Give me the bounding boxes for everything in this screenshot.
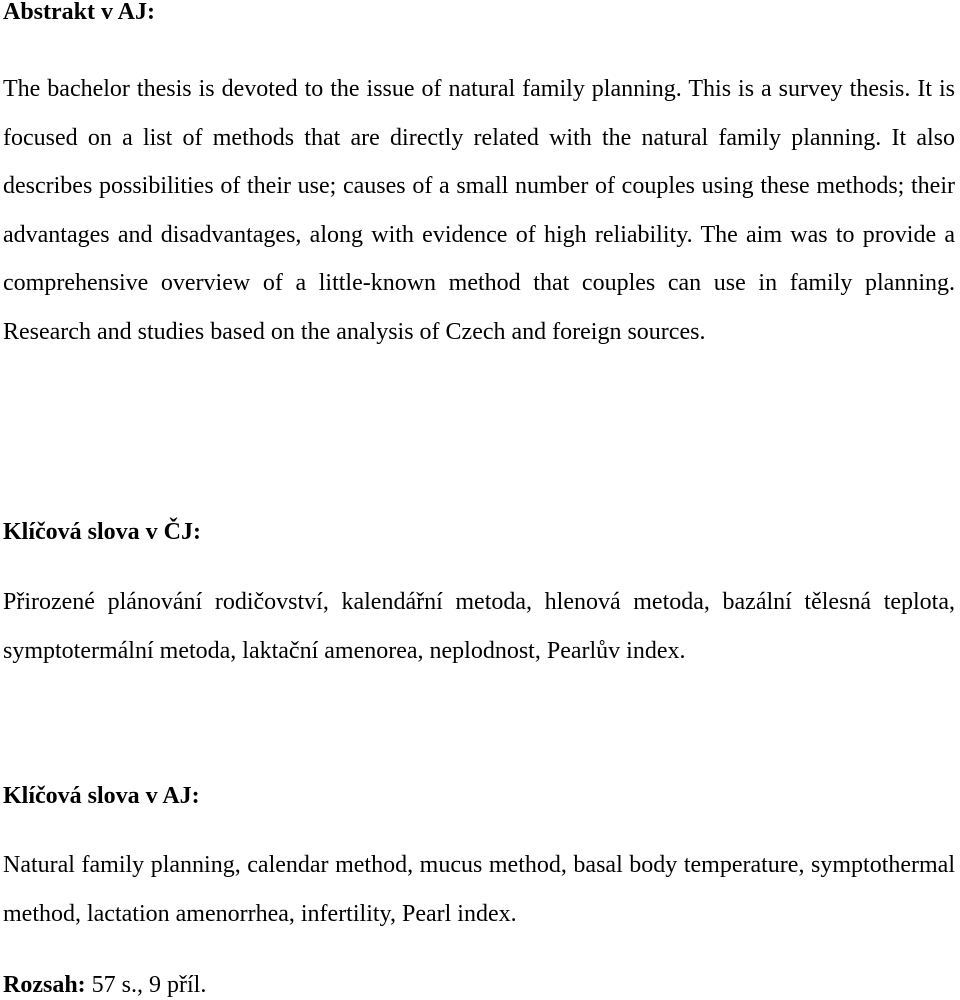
extent-line [3, 971, 206, 999]
abstract-paragraph: The bachelor thesis is devoted to the issue of natural family planning. This is a survey thesis. It is focused on a list of methods that are directly related with the natural family planning. It also describes possibilities of their use; causes of a small number of couples using these methods; their advantages and disadvantages, along with evidence of high reliability. The aim was to provide a comprehensive overview of a little-known method that couples can use in family planning. Research and studies based on the analysis of Czech and foreign sources. [3, 76, 955, 345]
keywords-cz-paragraph: Přirozené plánování rodičovství, kalendářní metoda, hlenová metoda, bazální tělesná teplota, symptotermální metoda, laktační amenorea, neplodnost, Pearlův index. [3, 589, 955, 664]
keywords-en-heading: Klíčová slova v AJ: [3, 783, 200, 809]
keywords-cz-heading: Klíčová slova v ČJ: [3, 519, 201, 545]
abstract-heading: Abstrakt v AJ: [3, 0, 156, 25]
extent-value: 57 s., 9 příl. [85, 972, 207, 998]
extent-label: Rozsah: [3, 972, 86, 998]
keywords-en-paragraph: Natural family planning, calendar method, mucus method, basal body temperature, symptothermal method, lactation amenorrhea, infertility, Pearl index. [3, 852, 955, 927]
